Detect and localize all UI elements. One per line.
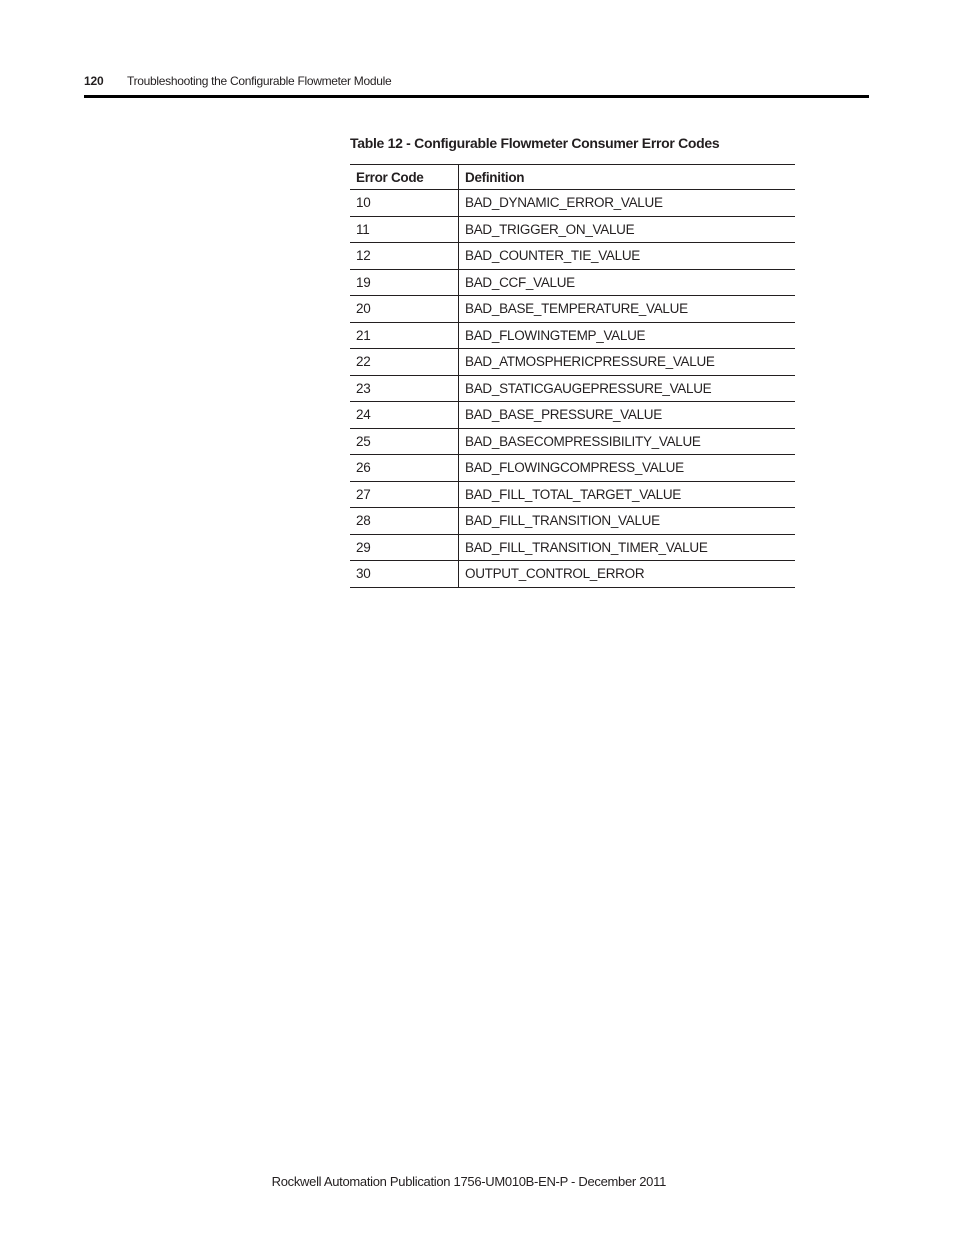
header-rule (84, 95, 869, 98)
definition-cell: BAD_COUNTER_TIE_VALUE (459, 243, 796, 270)
error-code-cell: 20 (350, 296, 459, 323)
table-row (350, 296, 795, 323)
table-row (350, 481, 795, 508)
error-code-cell: 23 (350, 375, 459, 402)
error-code-cell: 29 (350, 534, 459, 561)
table-row (350, 190, 795, 217)
table-row (350, 561, 795, 588)
error-code-cell: 21 (350, 322, 459, 349)
chapter-title: Troubleshooting the Configurable Flowmeter Module (127, 74, 392, 88)
table-row (350, 402, 795, 429)
table-row (350, 243, 795, 270)
definition-cell: BAD_FILL_TRANSITION_VALUE (459, 508, 796, 535)
table-row (350, 534, 795, 561)
error-code-cell: 19 (350, 269, 459, 296)
table-row (350, 375, 795, 402)
table-row (350, 349, 795, 376)
definition-cell: BAD_FILL_TOTAL_TARGET_VALUE (459, 481, 796, 508)
definition-cell: BAD_BASE_TEMPERATURE_VALUE (459, 296, 796, 323)
table-header-row (350, 165, 795, 190)
table-row (350, 216, 795, 243)
error-code-cell: 25 (350, 428, 459, 455)
publication-footer: Rockwell Automation Publication 1756-UM010B-EN-P - December 2011 (271, 1174, 666, 1189)
error-code-cell: 24 (350, 402, 459, 429)
definition-cell: BAD_FLOWINGCOMPRESS_VALUE (459, 455, 796, 482)
error-code-cell: 22 (350, 349, 459, 376)
error-code-cell: 26 (350, 455, 459, 482)
definition-cell: BAD_STATICGAUGEPRESSURE_VALUE (459, 375, 796, 402)
table-row (350, 428, 795, 455)
column-header-error-code: Error Code (350, 165, 459, 190)
page-number: 120 (84, 74, 104, 88)
table-caption: Table 12 - Configurable Flowmeter Consumer Error Codes (350, 135, 720, 151)
error-code-cell: 28 (350, 508, 459, 535)
error-code-cell: 30 (350, 561, 459, 588)
table-row (350, 322, 795, 349)
definition-cell: BAD_TRIGGER_ON_VALUE (459, 216, 796, 243)
error-codes-table (350, 164, 795, 588)
definition-cell: BAD_FLOWINGTEMP_VALUE (459, 322, 796, 349)
definition-cell: OUTPUT_CONTROL_ERROR (459, 561, 796, 588)
definition-cell: BAD_CCF_VALUE (459, 269, 796, 296)
table-row (350, 269, 795, 296)
error-code-cell: 27 (350, 481, 459, 508)
page-header (84, 72, 869, 92)
definition-cell: BAD_DYNAMIC_ERROR_VALUE (459, 190, 796, 217)
table-row (350, 508, 795, 535)
column-header-definition: Definition (459, 165, 796, 190)
error-code-cell: 10 (350, 190, 459, 217)
definition-cell: BAD_BASECOMPRESSIBILITY_VALUE (459, 428, 796, 455)
table-row (350, 455, 795, 482)
error-code-cell: 11 (350, 216, 459, 243)
definition-cell: BAD_ATMOSPHERICPRESSURE_VALUE (459, 349, 796, 376)
definition-cell: BAD_BASE_PRESSURE_VALUE (459, 402, 796, 429)
definition-cell: BAD_FILL_TRANSITION_TIMER_VALUE (459, 534, 796, 561)
error-code-cell: 12 (350, 243, 459, 270)
